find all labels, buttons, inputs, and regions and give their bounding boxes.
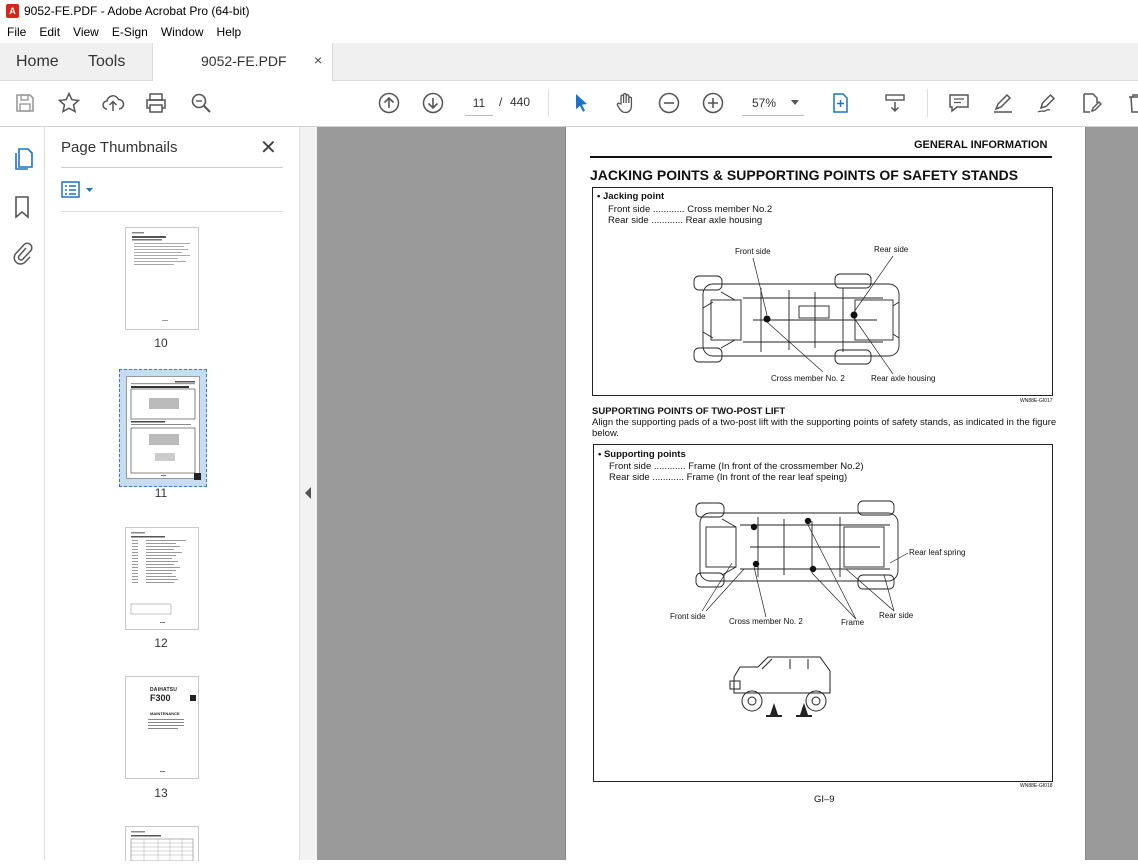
thumbnail-page-13[interactable] (125, 676, 199, 779)
lift-text-line-1: Align the supporting pads of a two-post lift with the supporting points of safety stands, as indicated in the figure (592, 417, 1057, 428)
collapse-panel-icon[interactable] (305, 487, 312, 499)
zoom-level-dropdown[interactable] (742, 91, 804, 116)
lift-text-line-2: below. (592, 428, 619, 439)
save-icon[interactable] (13, 91, 37, 115)
jacking-fig-code: WN88E-GI017 (1020, 398, 1053, 404)
thumbnail-13-brand: DAIHATSU (150, 687, 178, 693)
previous-page-icon[interactable] (377, 91, 401, 115)
supporting-front-value: Frame (In front of the crossmember No.2) (688, 461, 864, 472)
supporting-rear-value: Frame (In front of the rear leaf speing) (686, 472, 848, 483)
total-pages: 440 (510, 95, 531, 109)
supporting-rear-dots: ............ (652, 472, 684, 483)
panel-divider (61, 167, 283, 168)
jacking-undercarriage-diagram (593, 188, 1052, 395)
jacking-rear-value: Rear axle housing (685, 215, 763, 226)
supporting-undercarriage-diagram (594, 445, 1052, 781)
document-tab-label: 9052-FE.PDF (201, 53, 287, 69)
thumbnail-number-11: 11 (154, 486, 168, 500)
supporting-fig-rear-leaf: Rear leaf spring (909, 548, 966, 557)
tab-tools[interactable]: Tools (88, 53, 126, 70)
close-tab-icon[interactable]: × (314, 52, 323, 68)
jacking-fig-cross-member: Cross member No. 2 (771, 374, 845, 383)
page-header: GENERAL INFORMATION (914, 139, 1048, 151)
toolbar-divider-2 (927, 89, 928, 117)
supporting-points-box (593, 444, 1053, 782)
zoom-in-icon[interactable] (701, 91, 725, 115)
jacking-point-box (592, 187, 1053, 396)
thumbnail-page-12[interactable] (125, 527, 199, 630)
title-bar (0, 0, 1138, 22)
supporting-fig-cross-member: Cross member No. 2 (729, 617, 803, 626)
edit-pdf-icon[interactable] (1079, 91, 1103, 115)
jacking-front-label: Front side (608, 204, 651, 215)
left-rail (0, 127, 45, 860)
toolbar (0, 81, 1138, 127)
jacking-rear-dots: ............ (651, 215, 683, 226)
menu-view[interactable]: View (73, 25, 99, 39)
menu-file[interactable]: File (7, 25, 27, 39)
menu-esign[interactable]: E-Sign (111, 25, 148, 39)
supporting-fig-code: WN88E-GI018 (1020, 783, 1053, 789)
thumbnail-content (126, 228, 198, 329)
star-icon[interactable] (57, 91, 81, 115)
fit-page-icon[interactable] (829, 91, 853, 115)
thumbnail-13-subtitle: MAINTENANCE (150, 711, 180, 716)
jacking-fig-rear-side: Rear side (874, 245, 909, 254)
supporting-bullet-heading: • Supporting points (598, 449, 686, 460)
options-menu-icon (61, 181, 97, 199)
hand-tool-icon[interactable] (613, 91, 637, 115)
thumbnail-page-11-selected[interactable] (119, 369, 207, 487)
jacking-bullet-heading: • Jacking point (597, 191, 665, 202)
delete-icon[interactable] (1124, 91, 1138, 115)
menu-window[interactable]: Window (160, 25, 204, 39)
page-footer-number: GI–9 (814, 794, 835, 805)
next-page-icon[interactable] (421, 91, 445, 115)
thumbnail-options-button[interactable] (61, 181, 97, 204)
supporting-front-label: Front side (609, 461, 652, 472)
menu-help[interactable]: Help (216, 25, 242, 39)
zoom-level-value: 57% (752, 96, 777, 110)
pdf-page (565, 127, 1086, 860)
jacking-front-dots: ............ (652, 204, 685, 215)
panel-splitter[interactable] (299, 127, 317, 860)
close-panel-icon[interactable]: ✕ (260, 137, 277, 159)
menu-edit[interactable]: Edit (39, 25, 61, 39)
jacking-front-value: Cross member No.2 (687, 204, 773, 215)
print-icon[interactable] (144, 91, 168, 115)
acrobat-logo-icon: A (6, 4, 19, 18)
thumbnail-number-13: 13 (154, 786, 168, 800)
thumbnail-viewport-marker (194, 473, 201, 480)
thumbnail-13-model: F300 (150, 693, 171, 703)
thumbnail-page-14[interactable] (125, 826, 199, 861)
thumbnail-content-13 (126, 677, 198, 778)
thumbnail-number-10: 10 (154, 336, 168, 350)
scroll-mode-icon[interactable] (883, 91, 907, 115)
thumbnail-content-12 (126, 528, 198, 629)
toolbar-divider (548, 89, 549, 117)
window-title: 9052-FE.PDF - Adobe Acrobat Pro (64-bit) (24, 4, 250, 18)
supporting-heading: Supporting points (603, 449, 686, 460)
thumbnail-page-10[interactable] (125, 227, 199, 330)
cloud-upload-icon[interactable] (101, 91, 125, 115)
select-cursor-icon[interactable] (569, 91, 593, 115)
supporting-front-dots: ............ (653, 461, 686, 472)
jacking-heading: Jacking point (602, 191, 665, 202)
draw-sign-icon[interactable] (1035, 91, 1059, 115)
thumbnails-panel-title: Page Thumbnails (61, 139, 178, 156)
page-title: JACKING POINTS & SUPPORTING POINTS OF SAFETY STANDS (590, 167, 1019, 183)
thumbnail-number-12: 12 (154, 636, 168, 650)
menu-bar (0, 22, 1138, 43)
comment-icon[interactable] (947, 91, 971, 115)
supporting-fig-front-side: Front side (670, 612, 706, 621)
page-number-input[interactable]: 11 (465, 91, 493, 116)
attachment-icon[interactable] (11, 241, 33, 265)
thumbnail-page-11 (126, 376, 200, 479)
tab-document[interactable] (152, 43, 333, 81)
jacking-rear-label: Rear side (608, 215, 649, 226)
zoom-search-icon[interactable] (189, 91, 213, 115)
page-separator: / (499, 95, 503, 109)
jacking-fig-rear-axle: Rear axle housing (871, 374, 936, 383)
supporting-rear-label: Rear side (609, 472, 650, 483)
bookmark-icon[interactable] (13, 195, 31, 219)
highlight-pen-icon[interactable] (991, 91, 1015, 115)
page-thumbnails-icon[interactable] (12, 147, 34, 171)
panel-divider-2 (61, 211, 283, 212)
chevron-down-icon (791, 100, 799, 106)
tab-bar (0, 43, 1138, 81)
thumbnails-panel (45, 127, 299, 860)
lift-heading: SUPPORTING POINTS OF TWO-POST LIFT (592, 406, 786, 417)
header-rule (590, 156, 1052, 158)
tab-home[interactable]: Home (16, 53, 59, 70)
supporting-fig-frame: Frame (841, 618, 865, 627)
thumbnail-content-11 (127, 377, 199, 478)
jacking-fig-front-side: Front side (735, 247, 771, 256)
supporting-fig-rear-side: Rear side (879, 611, 914, 620)
zoom-out-icon[interactable] (657, 91, 681, 115)
thumbnail-content-14 (126, 827, 198, 861)
